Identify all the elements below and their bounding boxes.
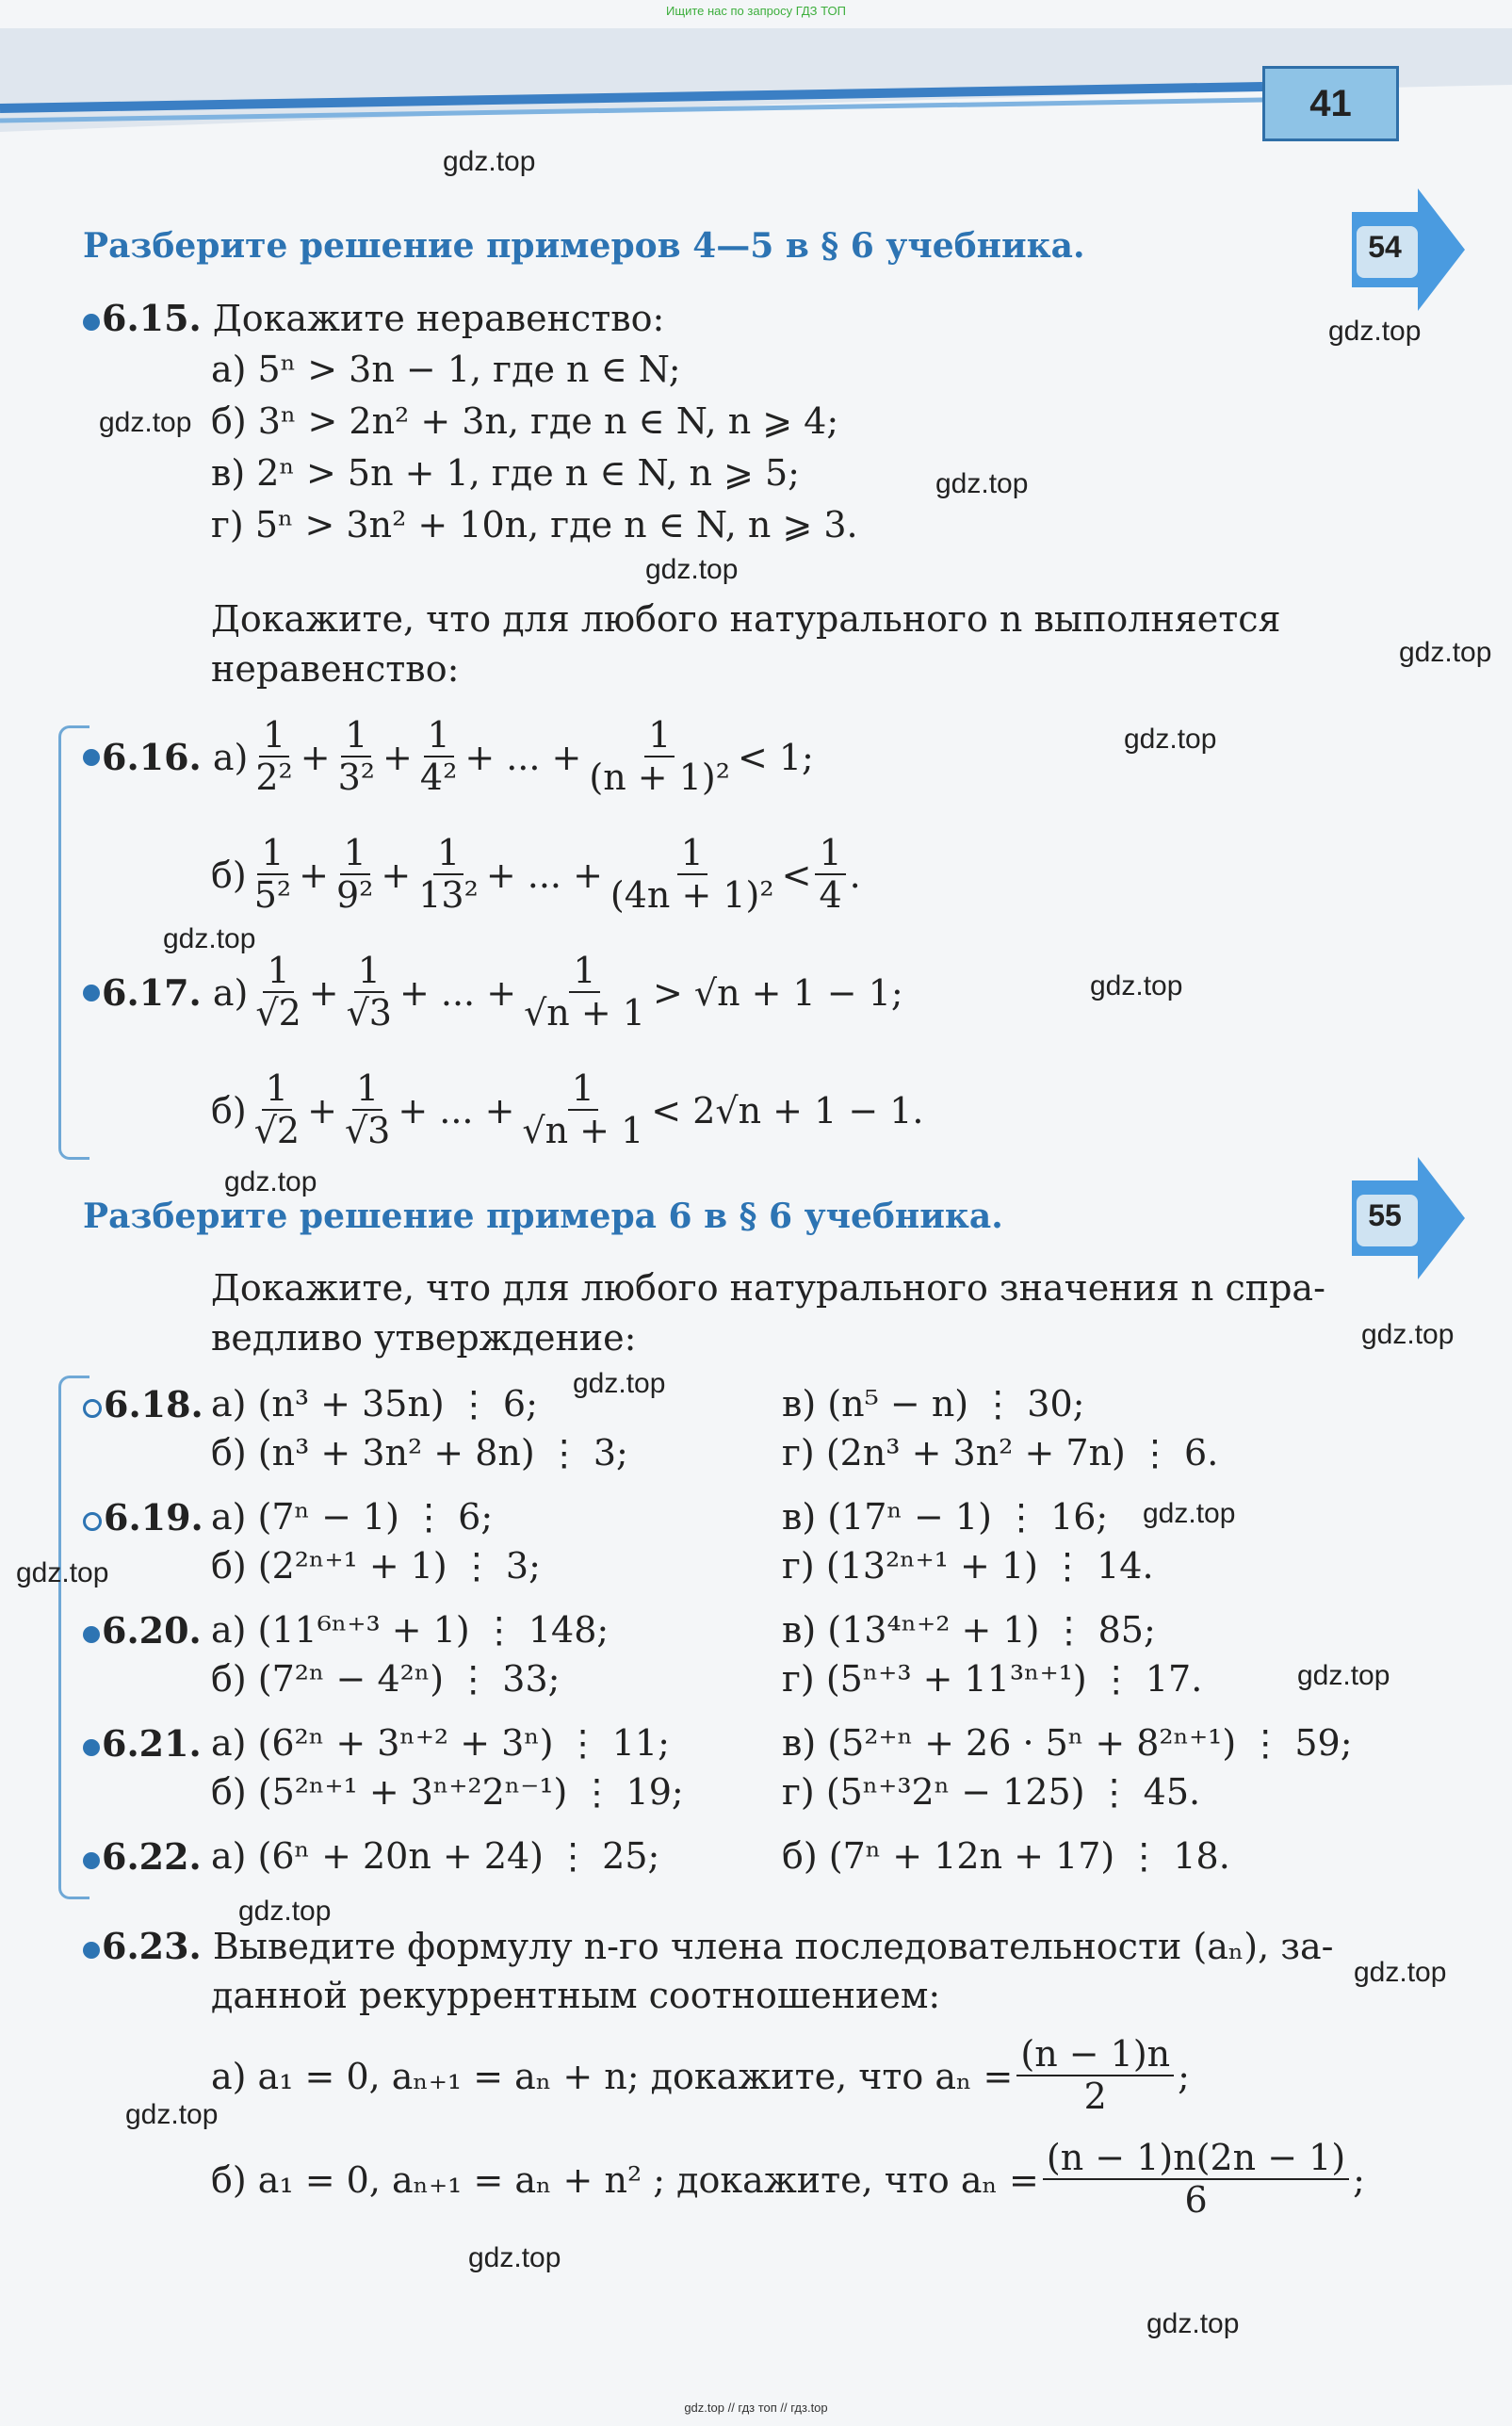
watermark: gdz.top bbox=[224, 1166, 317, 1197]
problem-item: а) (6²ⁿ + 3ⁿ⁺² + 3ⁿ) ⋮ 11; bbox=[211, 1722, 670, 1764]
bullet-icon bbox=[83, 1942, 100, 1959]
watermark: gdz.top bbox=[468, 2242, 561, 2273]
watermark: gdz.top bbox=[1146, 2308, 1240, 2339]
watermark: gdz.top bbox=[16, 1557, 109, 1588]
watermark: gdz.top bbox=[645, 554, 739, 585]
ref-badge-54: 54 bbox=[1368, 230, 1402, 264]
problem-item: а) (11⁶ⁿ⁺³ + 1) ⋮ 148; bbox=[211, 1609, 610, 1651]
intro-text: неравенство: bbox=[211, 648, 460, 690]
problem-6-22: 6.22. bbox=[83, 1835, 202, 1878]
problem-item: а) (n³ + 35n) ⋮ 6; bbox=[211, 1383, 538, 1425]
problem-6-23: 6.23. Выведите формулу n-го члена последовательности (aₙ), за- bbox=[83, 1925, 1334, 1967]
problem-item: б) (7²ⁿ − 4²ⁿ) ⋮ 33; bbox=[211, 1658, 561, 1700]
bullet-icon bbox=[83, 1739, 100, 1756]
intro-text: ведливо утверждение: bbox=[211, 1317, 637, 1359]
bullet-icon bbox=[83, 1626, 100, 1643]
problem-item: а) (6ⁿ + 20n + 24) ⋮ 25; bbox=[211, 1835, 660, 1877]
problem-item: б) (7ⁿ + 12n + 17) ⋮ 18. bbox=[782, 1835, 1230, 1877]
problem-item: в) 2ⁿ > 5n + 1, где n ∈ N, n ⩾ 5; bbox=[211, 452, 800, 494]
problem-item: в) (17ⁿ − 1) ⋮ 16; bbox=[782, 1496, 1109, 1538]
problem-6-15: 6.15. Докажите неравенство: bbox=[83, 297, 664, 339]
section-heading: Разберите решение примеров 4—5 в § 6 учебника. bbox=[83, 226, 1085, 266]
problem-6-17b: б) $\frac{1}{√2}$ + $\frac{1}{√3}$ + ... + $\frac{1}{√n + 1}$ < 2√n + 1 − 1. bbox=[211, 1067, 924, 1151]
problem-6-16b: б) $\frac{1}{\text{5²}}$ + $\frac{1}{\text{9²}}$ + $\frac{1}{\text{13²}}$ + ... + $\frac{1}{\text{(4n + 1)²}}$ < $\frac{1}{4}$ . bbox=[211, 832, 861, 916]
problem-6-16a: 6.16. а) $\frac{1}{\text{2²}}$ + $\frac{1}{\text{3²}}$ + $\frac{1}{\text{4²}}$ + ... + $\frac{1}{\text{(n + 1)²}}$ < 1; bbox=[83, 716, 814, 798]
problem-item: г) 5ⁿ > 3n² + 10n, где n ∈ N, n ⩾ 3. bbox=[211, 504, 858, 545]
problem-item: г) (13²ⁿ⁺¹ + 1) ⋮ 14. bbox=[782, 1545, 1154, 1587]
problem-item: г) (5ⁿ⁺³ + 11³ⁿ⁺¹) ⋮ 17. bbox=[782, 1658, 1203, 1700]
problem-6-23b: б) a₁ = 0, aₙ₊₁ = aₙ + n² ; докажите, что aₙ = $\frac{(n - 1)n(2n - 1)}{6}$ ; bbox=[211, 2137, 1365, 2221]
problem-item: б) 3ⁿ > 2n² + 3n, где n ∈ N, n ⩾ 4; bbox=[211, 400, 839, 442]
bullet-icon bbox=[83, 985, 100, 1001]
watermark: gdz.top bbox=[1328, 316, 1422, 347]
watermark: gdz.top bbox=[99, 407, 192, 438]
section-heading: Разберите решение примера 6 в § 6 учебника. bbox=[83, 1197, 1003, 1236]
intro-text: Докажите, что для любого натурального значения n спра- bbox=[211, 1267, 1325, 1309]
problem-item: в) (5²⁺ⁿ + 26 · 5ⁿ + 8²ⁿ⁺¹) ⋮ 59; bbox=[782, 1722, 1353, 1764]
problem-item: г) (5ⁿ⁺³2ⁿ − 125) ⋮ 45. bbox=[782, 1771, 1201, 1813]
watermark: gdz.top bbox=[935, 468, 1029, 499]
problem-6-19: 6.19. bbox=[83, 1496, 203, 1539]
problem-6-23a: а) a₁ = 0, aₙ₊₁ = aₙ + n; докажите, что aₙ = $\frac{(n - 1)n}{2}$ ; bbox=[211, 2033, 1190, 2117]
watermark: gdz.top bbox=[238, 1896, 332, 1927]
problem-item: а) 5ⁿ > 3n − 1, где n ∈ N; bbox=[211, 349, 681, 390]
problem-item: в) (n⁵ − n) ⋮ 30; bbox=[782, 1383, 1085, 1425]
problem-item: б) (5²ⁿ⁺¹ + 3ⁿ⁺²2ⁿ⁻¹) ⋮ 19; bbox=[211, 1771, 684, 1813]
open-bullet-icon bbox=[83, 1399, 102, 1418]
problem-item: б) (n³ + 3n² + 8n) ⋮ 3; bbox=[211, 1432, 628, 1474]
problem-6-18: 6.18. bbox=[83, 1383, 203, 1425]
top-note: Ищите нас по запросу ГДЗ ТОП bbox=[666, 4, 846, 18]
watermark: gdz.top bbox=[1361, 1319, 1455, 1350]
watermark: gdz.top bbox=[1143, 1498, 1236, 1529]
problem-item: б) (2²ⁿ⁺¹ + 1) ⋮ 3; bbox=[211, 1545, 541, 1587]
ref-badge-55: 55 bbox=[1368, 1198, 1402, 1232]
watermark: gdz.top bbox=[125, 2099, 219, 2130]
watermark: gdz.top bbox=[443, 146, 536, 177]
problem-item: а) (7ⁿ − 1) ⋮ 6; bbox=[211, 1496, 494, 1538]
open-bullet-icon bbox=[83, 1512, 102, 1531]
watermark: gdz.top bbox=[1124, 724, 1217, 755]
intro-text: Докажите, что для любого натурального n выполняется bbox=[211, 598, 1281, 640]
watermark: gdz.top bbox=[163, 923, 256, 954]
problem-6-17a: 6.17. а) $\frac{1}{√2}$ + $\frac{1}{√3}$ + ... + $\frac{1}{√n + 1}$ > √n + 1 − 1; bbox=[83, 952, 903, 1034]
watermark: gdz.top bbox=[1354, 1957, 1447, 1988]
watermark: gdz.top bbox=[1399, 637, 1492, 668]
page-number: 41 bbox=[1262, 66, 1399, 141]
footer: gdz.top // гдз топ // гдз.top bbox=[684, 2401, 828, 2415]
problem-item: в) (13⁴ⁿ⁺² + 1) ⋮ 85; bbox=[782, 1609, 1156, 1651]
bullet-icon bbox=[83, 749, 100, 766]
bullet-icon bbox=[83, 314, 100, 331]
problem-text: данной рекуррентным соотношением: bbox=[211, 1975, 941, 2016]
watermark: gdz.top bbox=[1090, 970, 1183, 1001]
watermark: gdz.top bbox=[573, 1368, 666, 1399]
bullet-icon bbox=[83, 1852, 100, 1869]
watermark: gdz.top bbox=[1297, 1660, 1390, 1691]
problem-6-20: 6.20. bbox=[83, 1609, 202, 1652]
problem-item: г) (2n³ + 3n² + 7n) ⋮ 6. bbox=[782, 1432, 1219, 1474]
problem-6-21: 6.21. bbox=[83, 1722, 202, 1765]
